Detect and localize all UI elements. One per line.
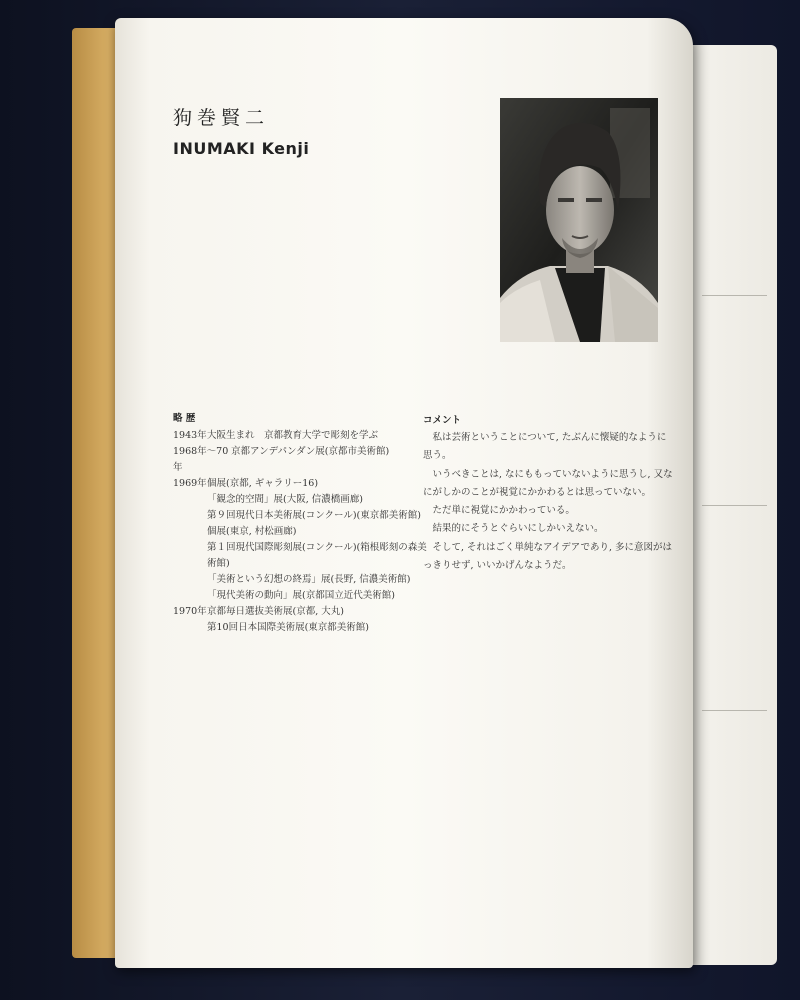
bio-text: 第１回現代国際彫刻展(コンクール)(箱根彫刻の森美術館) bbox=[207, 542, 427, 569]
bio-text: 京都毎日選抜美術展(京都, 大丸) bbox=[207, 606, 344, 617]
bio-entry bbox=[173, 620, 433, 636]
artist-portrait-photo bbox=[500, 98, 658, 342]
artist-name-japanese: 狗巻賢二 bbox=[173, 107, 270, 129]
bio-entry bbox=[173, 540, 433, 572]
biography-heading: 略 歴 bbox=[173, 413, 196, 424]
bio-entry bbox=[173, 476, 433, 492]
bio-text: 第10回日本国際美術展(東京都美術館) bbox=[207, 622, 370, 633]
bio-year bbox=[173, 508, 207, 524]
bio-year bbox=[173, 588, 207, 604]
bio-year bbox=[173, 572, 207, 588]
bio-year bbox=[173, 492, 207, 508]
bio-text: 「現代美術の動向」展(京都国立近代美術館) bbox=[207, 590, 395, 601]
bio-text: 京都アンデパンダン展(京都市美術館) bbox=[231, 446, 390, 457]
bio-entry bbox=[173, 428, 433, 444]
biography-list bbox=[173, 428, 433, 636]
bio-text: 「観念的空間」展(大阪, 信濃橋画廊) bbox=[207, 494, 363, 505]
comment-paragraph: いうべきことは, なにももっていないように思うし, 又なにがしかのことが視覚にかかわるとは思っていない。 bbox=[423, 468, 673, 498]
bio-entry bbox=[173, 588, 433, 604]
comment-heading: コメント bbox=[423, 415, 462, 426]
comment-paragraph: ただ単に視覚にかかわっている。 bbox=[432, 505, 575, 517]
bio-year: 1970年 bbox=[173, 606, 207, 617]
bio-year: 1943年 bbox=[173, 430, 207, 441]
bio-year bbox=[173, 540, 207, 572]
bio-text: 大阪生まれ 京都教育大学で彫刻を学ぶ bbox=[207, 430, 379, 441]
bio-text: 「美術という幻想の終焉」展(長野, 信濃美術館) bbox=[207, 574, 411, 585]
bio-text: 個展(京都, ギャラリー16) bbox=[207, 478, 319, 489]
comment-body bbox=[423, 429, 673, 575]
comment-paragraph: そして, それはごく単純なアイデアであり, 多に意図がはっきりせず, いいかげんなようだ。 bbox=[423, 541, 673, 572]
comment-paragraph: 結果的にそうとぐらいにしかいえない。 bbox=[432, 523, 604, 535]
adjacent-page bbox=[682, 45, 777, 965]
bio-text: 個展(東京, 村松画廊) bbox=[207, 526, 297, 537]
bio-entry bbox=[173, 524, 433, 540]
bio-entry bbox=[173, 508, 433, 524]
bio-entry bbox=[173, 492, 433, 508]
bio-year bbox=[173, 620, 207, 636]
catalog-page bbox=[115, 18, 693, 968]
artist-name-romanized: INUMAKI Kenji bbox=[173, 139, 310, 158]
comment-paragraph: 私は芸術ということについて, たぶんに懐疑的なように思う。 bbox=[423, 432, 667, 462]
bio-entry bbox=[173, 604, 433, 620]
bio-entry bbox=[173, 572, 433, 588]
bio-year: 1968年〜70年 bbox=[173, 446, 229, 473]
bio-entry bbox=[173, 444, 433, 476]
bio-text: 第９回現代日本美術展(コンクール)(東京都美術館) bbox=[207, 510, 421, 521]
bio-year: 1969年 bbox=[173, 478, 207, 489]
bio-year bbox=[173, 524, 207, 540]
